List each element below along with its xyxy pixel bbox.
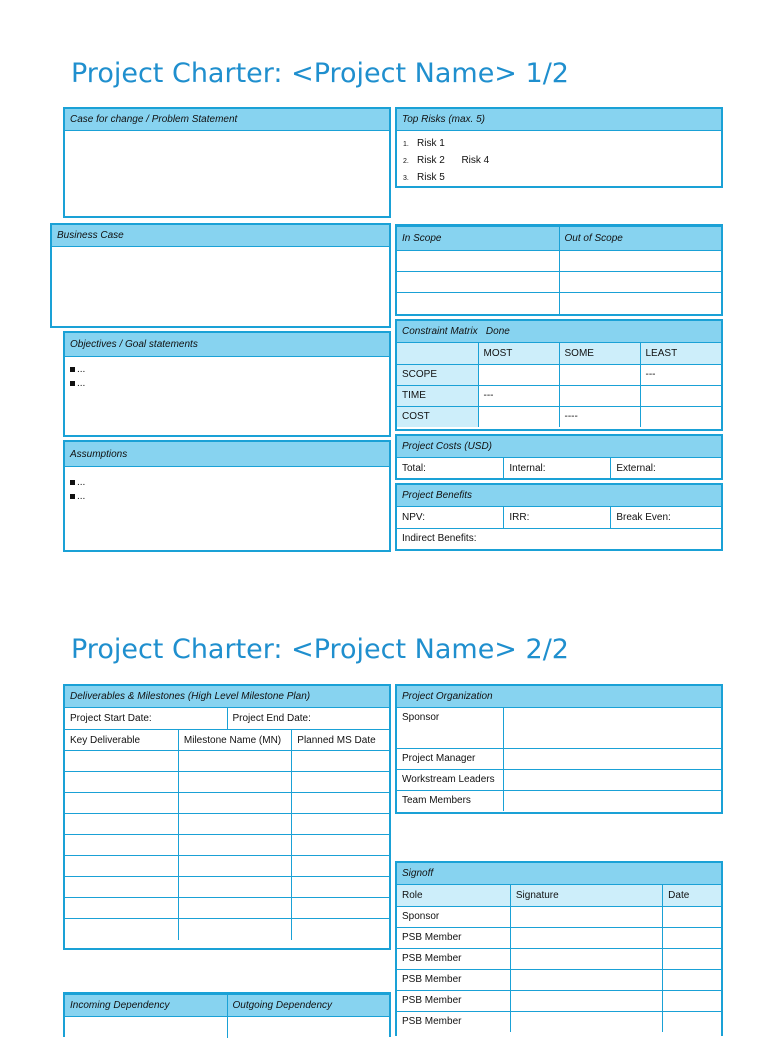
matrix-cell[interactable]: ---- — [559, 406, 640, 427]
org-value-project-manager[interactable] — [504, 748, 721, 769]
top-risks-header: Top Risks (max. 5) — [397, 109, 721, 131]
assumptions-header: Assumptions — [65, 442, 389, 467]
out-of-scope-cell[interactable] — [559, 251, 721, 272]
out-of-scope-cell[interactable] — [559, 293, 721, 314]
table-row — [65, 898, 389, 919]
objectives-header: Objectives / Goal statements — [65, 333, 389, 357]
org-value-workstream-leaders[interactable] — [504, 769, 721, 790]
benefit-npv[interactable]: NPV: — [397, 507, 504, 528]
benefit-indirect[interactable]: Indirect Benefits: — [397, 528, 721, 549]
project-costs-section — [395, 434, 723, 480]
list-item: ... — [70, 476, 389, 490]
list-item: ... — [70, 490, 389, 504]
scope-section — [395, 224, 723, 316]
cost-internal[interactable]: Internal: — [504, 458, 611, 479]
objectives-bullets[interactable] — [65, 357, 389, 391]
matrix-cell[interactable] — [478, 406, 559, 427]
matrix-col-header: LEAST — [640, 343, 721, 364]
project-benefits-table — [397, 507, 721, 549]
matrix-col-header: MOST — [478, 343, 559, 364]
in-scope-cell[interactable] — [397, 251, 559, 272]
in-scope-header: In Scope — [397, 227, 559, 251]
table-row: Sponsor — [397, 906, 721, 927]
assumptions-section — [63, 440, 391, 552]
matrix-col-header: SOME — [559, 343, 640, 364]
matrix-col-header — [397, 343, 478, 364]
incoming-dependency-cell[interactable] — [65, 1017, 227, 1038]
risk-item: 2. Risk 2 Risk 4 — [403, 155, 490, 166]
matrix-cell[interactable] — [559, 385, 640, 406]
table-row: PSB Member — [397, 927, 721, 948]
project-benefits-header: Project Benefits — [397, 485, 721, 507]
org-value-sponsor[interactable] — [504, 708, 721, 748]
signoff-table — [397, 885, 721, 1032]
incoming-dependency-header: Incoming Dependency — [65, 995, 227, 1017]
milestone-name-col: Milestone Name (MN) — [178, 730, 291, 751]
matrix-cell[interactable] — [478, 364, 559, 385]
in-scope-cell[interactable] — [397, 293, 559, 314]
page2-title: Project Charter: <Project Name> 2/2 — [71, 634, 569, 665]
table-row — [65, 814, 389, 835]
assumptions-bullets[interactable] — [65, 467, 389, 504]
signoff-section — [395, 861, 723, 1036]
table-row — [65, 835, 389, 856]
matrix-cell[interactable]: --- — [640, 364, 721, 385]
outgoing-dependency-cell[interactable] — [227, 1017, 389, 1038]
dependency-section — [63, 992, 391, 1037]
business-case-section — [50, 223, 391, 328]
project-start-date[interactable]: Project Start Date: — [65, 708, 227, 729]
project-organization-section — [395, 684, 723, 814]
project-organization-header: Project Organization — [397, 686, 721, 708]
table-row: PSB Member — [397, 969, 721, 990]
table-row — [65, 856, 389, 877]
table-row: PSB Member — [397, 1011, 721, 1032]
project-costs-table — [397, 458, 721, 479]
project-dates-table — [65, 708, 389, 729]
matrix-row-label: COST — [397, 406, 478, 427]
scope-table — [397, 226, 721, 314]
cost-total[interactable]: Total: — [397, 458, 504, 479]
constraint-matrix-header: Constraint Matrix Done — [397, 321, 721, 343]
deliverables-header: Deliverables & Milestones (High Level Milestone Plan) — [65, 686, 389, 708]
objectives-section — [63, 331, 391, 437]
list-item: ... — [70, 363, 389, 377]
signoff-role-col: Role — [397, 885, 510, 906]
project-costs-header: Project Costs (USD) — [397, 436, 721, 458]
benefit-break-even[interactable]: Break Even: — [611, 507, 721, 528]
out-of-scope-cell[interactable] — [559, 272, 721, 293]
table-row: PSB Member — [397, 948, 721, 969]
matrix-row-label: SCOPE — [397, 364, 478, 385]
matrix-cell[interactable]: --- — [478, 385, 559, 406]
list-item: ... — [70, 377, 389, 391]
table-row — [65, 793, 389, 814]
org-value-team-members[interactable] — [504, 790, 721, 811]
business-case-header: Business Case — [52, 225, 389, 247]
table-row — [65, 772, 389, 793]
cost-external[interactable]: External: — [611, 458, 721, 479]
table-row: PSB Member — [397, 990, 721, 1011]
benefit-irr[interactable]: IRR: — [504, 507, 611, 528]
org-role-project-manager: Project Manager — [397, 748, 504, 769]
organization-table — [397, 708, 721, 811]
case-for-change-header: Case for change / Problem Statement — [65, 109, 389, 131]
signoff-date-col: Date — [663, 885, 721, 906]
milestone-table — [65, 729, 389, 940]
org-role-sponsor: Sponsor — [397, 708, 504, 748]
table-row — [65, 751, 389, 772]
in-scope-cell[interactable] — [397, 272, 559, 293]
matrix-cell[interactable] — [640, 406, 721, 427]
out-of-scope-header: Out of Scope — [559, 227, 721, 251]
risk-item: 3. Risk 5 — [403, 172, 445, 183]
project-end-date[interactable]: Project End Date: — [227, 708, 389, 729]
constraint-matrix-section — [395, 319, 723, 431]
key-deliverable-col: Key Deliverable — [65, 730, 178, 751]
outgoing-dependency-header: Outgoing Dependency — [227, 995, 389, 1017]
business-case-body[interactable] — [52, 247, 389, 326]
project-benefits-section — [395, 483, 723, 551]
deliverables-section — [63, 684, 391, 950]
table-row — [65, 919, 389, 940]
matrix-cell[interactable] — [640, 385, 721, 406]
signoff-header: Signoff — [397, 863, 721, 885]
constraint-matrix-table — [397, 343, 721, 427]
planned-ms-date-col: Planned MS Date — [292, 730, 389, 751]
signoff-signature-col: Signature — [510, 885, 662, 906]
org-role-team-members: Team Members — [397, 790, 504, 811]
table-row — [65, 877, 389, 898]
top-risks-list — [397, 131, 721, 186]
top-risks-section — [395, 107, 723, 188]
matrix-cell[interactable] — [559, 364, 640, 385]
matrix-row-label: TIME — [397, 385, 478, 406]
page1-title: Project Charter: <Project Name> 1/2 — [71, 58, 569, 89]
org-role-workstream-leaders: Workstream Leaders — [397, 769, 504, 790]
risk-item: 1. Risk 1 — [403, 138, 445, 149]
dependency-table — [65, 994, 389, 1038]
case-for-change-body[interactable] — [65, 131, 389, 216]
case-for-change-section — [63, 107, 391, 218]
